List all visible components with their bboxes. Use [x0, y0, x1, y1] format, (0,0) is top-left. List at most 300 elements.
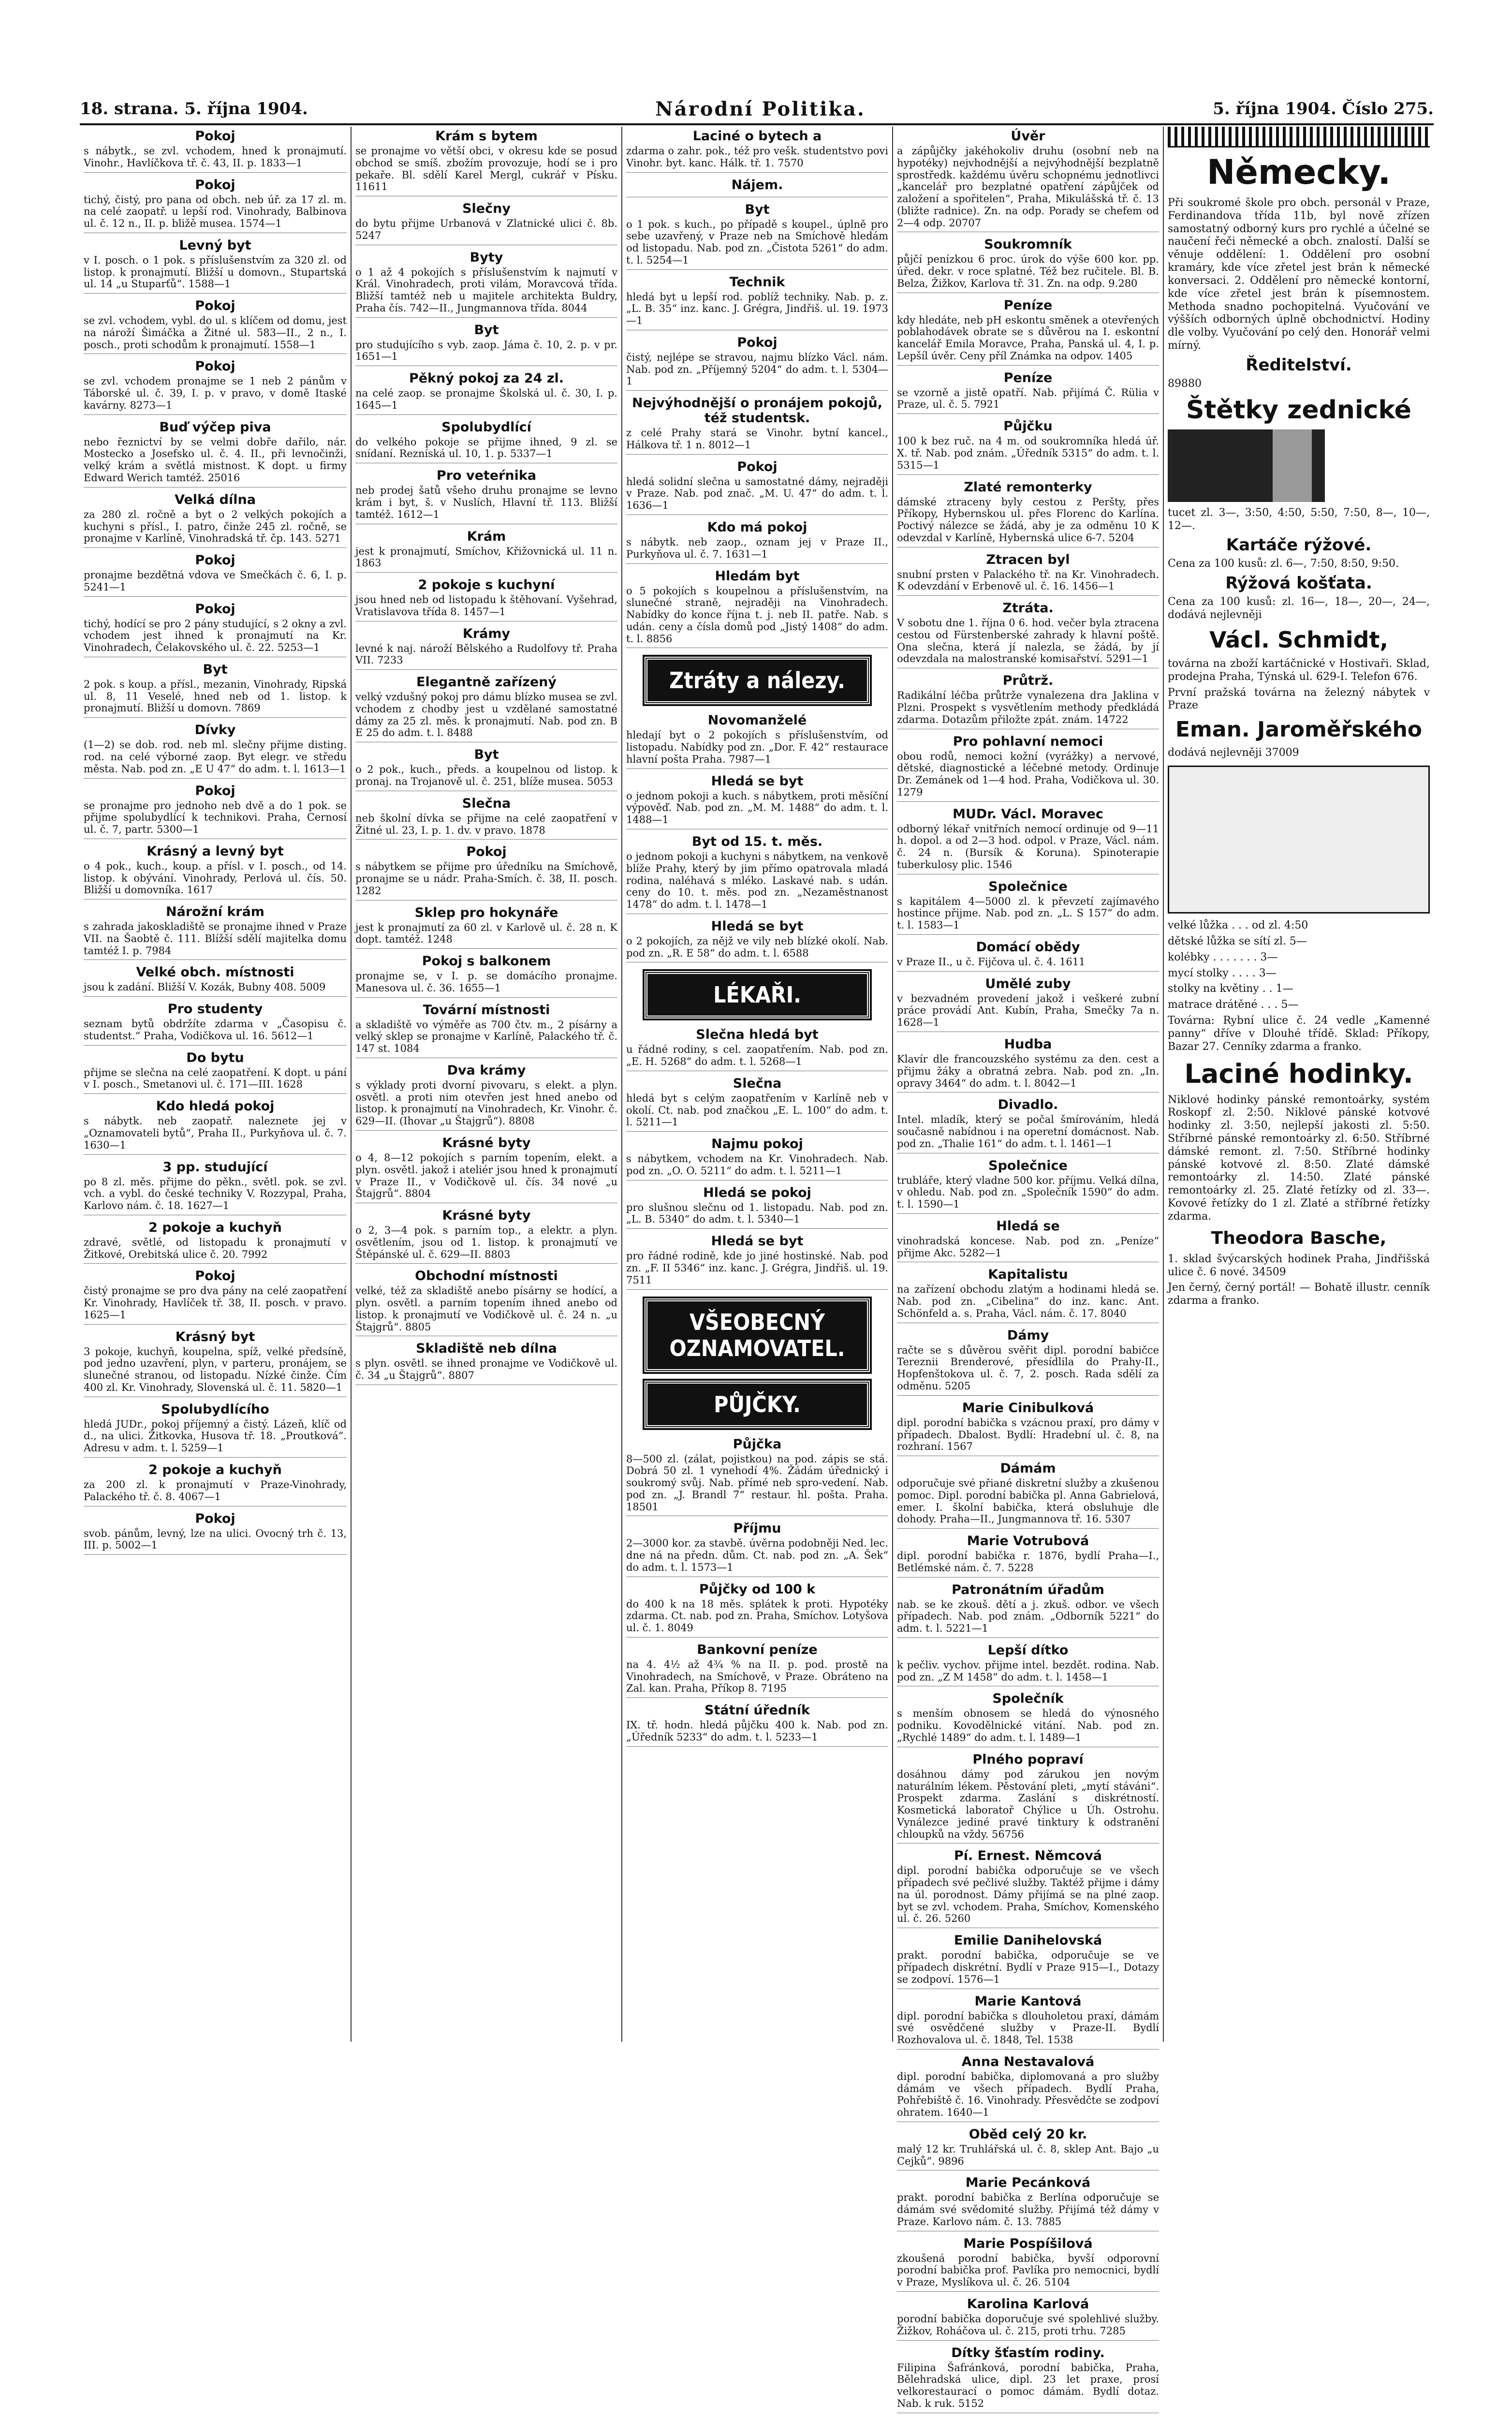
classified-ad	[897, 1267, 1159, 1323]
ad-text: hledá byt s celým zaopatřením v Karlíně neb v okolí. Ct. nab. pod značkou „E. L. 100“ do adm. t. l. 5211—1	[626, 1092, 888, 1128]
ad-title: Ztracen byl	[897, 552, 1159, 567]
ad-title: Kapitalistu	[897, 1267, 1159, 1282]
ad-text: Intel. mladík, který se počal šmírováním, hledá současně nabídnou i na operetní domácnost. Nab. pod zn. „Thalie 161“ do adm. t. l. 1461—1	[897, 1114, 1159, 1150]
ad-title: Hledá se byt	[626, 1234, 888, 1249]
ad-title: Kdo hledá pokoj	[84, 1099, 347, 1114]
ad-text: se zvl. vchodem, vybl. do ul. s klíčem od domu, jest na nároží Šimáčka a Žitné ul. 583—II., 2 n., I. posch., proti schodům k pronajmutí. 1558—1	[84, 315, 347, 351]
classified-ad	[626, 202, 888, 270]
classified-ad	[355, 420, 617, 464]
ad-title: Úvěr	[897, 129, 1159, 144]
brush-icon	[1168, 429, 1430, 502]
classified-ad	[355, 747, 617, 791]
header-right: 5. října 1904. Číslo 275.	[1213, 99, 1434, 118]
classified-ad	[355, 468, 617, 524]
classified-ad	[897, 1097, 1159, 1153]
ad-title: Divadlo.	[897, 1097, 1159, 1112]
ad-text: s nábytkem, vchodem na Kr. Vinohradech. Nab. pod zn. „O. O. 5211“ do adm. t. l. 5211—1	[626, 1153, 888, 1177]
ad-text: 3 pokoje, kuchyň, koupelna, spíž, velké předsíně, pod jedno uzavření, plyn, v parteru, pronájem, se slunečné stranou, od listopadu. Nízké činže. Čím 400 zl. Kr. Vinohrady, Slovenská ul. č. 11. 5820—1	[84, 1346, 347, 1394]
ad-text: s zahrada jakoskladiště se pronajme ihned v Praze VII. na Šaobtě č. 111. Blížší sdělí majitelka domu tamtéž I. p. 7984	[84, 921, 347, 957]
ad-text: svob. pánům, levný, lze na ulici. Ovocný trh č. 13, III. p. 5002—1	[84, 1528, 347, 1552]
classified-ad	[84, 1329, 347, 1397]
section-banner-pujcky: PŮJČKY.	[645, 1381, 870, 1428]
ad-title: Pokoj	[355, 844, 617, 859]
classified-ad	[897, 2054, 1159, 2122]
ad-text: porodní babička doporučuje své spolehlivé služby. Žižkov, Roháčova ul. č. 215, proti trhu. 7285	[897, 2313, 1159, 2337]
kostata-ad-title: Rýžová košťata.	[1168, 574, 1430, 593]
ad-text: nab. se ke zkouš. dětí a j. zkuš. odbor. ve všech případech. Nab. pod znám. „Odborník 5221“ do adm. t. l. 5221—1	[897, 1599, 1159, 1635]
ad-text: přijme se slečna na celé zaopatření. K dopt. u pání v I. posch., Smetanovi ul. č. 171—III. 1628	[84, 1067, 347, 1091]
classified-ad	[897, 1752, 1159, 1844]
ad-text: s nábytk. neb zaop., oznam jej v Praze II., Purkyňova ul. č. 7. 1631—1	[626, 536, 888, 560]
ad-title: Pokoj s balkonem	[355, 954, 617, 969]
classified-ad	[897, 129, 1159, 232]
classified-ad	[84, 1050, 347, 1094]
price-line: mycí stolky . . . . 3—	[1168, 967, 1430, 980]
section-banner-ztraty: Ztráty a nálezy.	[645, 657, 870, 704]
ad-title: Zlaté remonterky	[897, 480, 1159, 495]
schmidt-ad	[1168, 627, 1430, 684]
ad-text: se pronajme pro jednoho neb dvě a do 1 pok. se přijme spolubydlící k technikovi. Praha, Cernosí ul. č. 7, partr. 5300—1	[84, 800, 347, 836]
ad-text: levné k naj. nároží Bělského a Rudolfovy tř. Praha VII. 7233	[355, 643, 617, 667]
ad-title: Slečny	[355, 201, 617, 216]
ad-title: Velká dílna	[84, 492, 347, 507]
classified-ad	[355, 1268, 617, 1336]
ad-text: jsou hned neb od listopadu k štěhovaní. Vyšehrad, Vratislavova třída 8. 1457—1	[355, 594, 617, 618]
ad-title: Hledá se byt	[626, 774, 888, 789]
ad-title: Půjčku	[897, 419, 1159, 434]
ad-title: Pokoj	[626, 459, 888, 474]
ad-text: 2—3000 kor. za stavbě. úvěrna podobněji Ned. lec. dne ná na předn. dům. Ct. nab. pod zn. „A. Šek“ do adm. t. l. 1573—1	[626, 1537, 888, 1573]
ad-title: Byt	[626, 202, 888, 217]
classified-ad	[84, 602, 347, 657]
ad-text: na zařízení obchodu zlatým a hodinami hledá se. Nab. pod zn. „Cibelina“ do inz. kanc. Ant. Schönfeld a. s. Praha, Václ. nám. č. 17. 8040	[897, 1283, 1159, 1319]
ad-text: o jednom pokoji a kuch. s nábytkem, proti měsíční výpověď. Nab. pod zn. „M. M. 1488“ do adm. t. l. 1488—1	[626, 790, 888, 826]
ad-text: velké, též za skladiště anebo písárny se hodící, a plyn. osvětl. a parním topením ihned anebo od listop. k pronajmutí ve Vodičkově ul. č. 24 n. „u Štajgrů“. 8805	[355, 1285, 617, 1333]
nemecky-sign: Ředitelství.	[1168, 355, 1430, 375]
classified-ad	[626, 1185, 888, 1229]
classified-ad	[897, 480, 1159, 547]
ad-title: 3 pp. studující	[84, 1160, 347, 1175]
ad-title: Slečna	[355, 796, 617, 811]
ad-title: Dívky	[84, 722, 347, 737]
ad-text: do bytu přijme Urbanová v Zlatnické ulici č. 8b. 5247	[355, 218, 617, 242]
ad-text: čistý pronajme se pro dva pány na celé zaopatření Kr. Vinohrady, Havlíček tř. 38, II. posch. v pravo. 1625—1	[84, 1285, 347, 1321]
ad-title: Státní úředník	[626, 1703, 888, 1718]
ad-title: Pokoj	[84, 359, 347, 374]
hodinky-title: Laciné hodinky.	[1168, 1059, 1430, 1089]
ad-text: s plyn. osvětl. se ihned pronajme ve Vodičkově ul. č. 34 „u Štajgrů“. 8807	[355, 1357, 617, 1382]
ad-title: 2 pokoje a kuchyň	[84, 1462, 347, 1477]
ad-title: Slečna hledá byt	[626, 1027, 888, 1042]
classified-ad	[84, 1462, 347, 1506]
classified-ad	[897, 807, 1159, 874]
classified-ad	[626, 1076, 888, 1132]
ad-title: Příjmu	[626, 1521, 888, 1536]
ad-text: jest k pronajmutí, Smíchov, Křižovnická ul. 11 n. 1863	[355, 546, 617, 570]
ad-title: Hudba	[897, 1037, 1159, 1052]
classified-ad	[84, 783, 347, 839]
classified-ad	[626, 177, 888, 197]
ad-text: vinohradská koncese. Nab. pod zn. „Peníze“ přijme Akc. 5282—1	[897, 1235, 1159, 1259]
price-line: stolky na květiny . . 1—	[1168, 983, 1430, 996]
ad-title: Velké obch. místnosti	[84, 965, 347, 980]
stetky-title: Štětky zednické	[1168, 396, 1430, 425]
ad-title: Spolubydlícího	[84, 1402, 347, 1417]
ad-text: dámské ztraceny byly cestou z Peršty, přes Příkopy, Hybernskou ul. přes Florenc do Karlína. Poctivý nálezce se žádá, aby je za odměnu 10 K odevzdal v Karlíně, Hybernská ulice 6-7. 5204	[897, 496, 1159, 544]
classified-ad	[84, 238, 347, 294]
classified-ad	[355, 577, 617, 621]
ad-title: Elegantně zařízený	[355, 675, 617, 690]
classified-ad	[897, 298, 1159, 366]
ad-title: Lepší dítko	[897, 1643, 1159, 1658]
ad-title: Kdo má pokoj	[626, 520, 888, 535]
nemecky-ad	[1168, 152, 1430, 391]
ad-text: dipl. porodní babička odporučuje se ve všech případech své pečlivé služby. Taktéž přijme i dámy na úl. porodnost. Dámy přijímá se na plné zaop. byt se zvl. vchodem. Praha, Smíchov, Komenského ul. č. 26. 5260	[897, 1865, 1159, 1925]
classified-ad	[355, 250, 617, 318]
ad-text: z celé Prahy stará se Vinohr. bytní kancel., Hálkova tř. 1 n. 8012—1	[626, 427, 888, 451]
ad-text: hledá byt u lepší rod. poblíž techniky. Nab. p. z. „L. B. 35“ inz. kanc. J. Grégra, Jindřiš. ul. 19. 1973—1	[626, 291, 888, 327]
ad-title: Najmu pokoj	[626, 1136, 888, 1151]
schmidt-name: Václ. Schmidt,	[1168, 627, 1430, 653]
classified-ad	[84, 359, 347, 414]
nabytek-factory: Továrna: Rybní ulice č. 24 vedle „Kamenné panny“ dříve v Dlouhé třídě. Sklad: Příkopy, Bazar 27. Cenníky zdarma a franko.	[1168, 1015, 1430, 1053]
ad-title: Hledá se	[897, 1219, 1159, 1234]
ad-title: Pro studenty	[84, 1002, 347, 1017]
ad-title: Novomanželé	[626, 713, 888, 728]
header-left: 18. strana. 5. října 1904.	[80, 99, 308, 118]
ad-text: obou rodů, nemoci kožní (vyrážky) a nervové, dětské, diagnostické a léčebné metody. Ordinuje Dr. Zemánek od 1—4 hod. Praha, Vodičkova ul. 30. 1279	[897, 751, 1159, 798]
ad-text: trubláře, který vladne 500 kor. příjmu. Velká dílna, v ohledu. Nab. pod zn. „Společník 1590“ do adm. t. l. 1590—1	[897, 1175, 1159, 1210]
classified-ad	[84, 1002, 347, 1046]
classified-ad	[626, 520, 888, 564]
ad-text: 8—500 zl. (zálat, pojistkou) na pod. zápis se stá. Dobrá 50 zl. 1 vynehodí 4%. Žádám úřednický i soukromý svůj. Nab. přímé neb spro-vedení. Nab. pod zn. „J. Brandl 7“ restaur. hl. pošta. Praha. 18501	[626, 1453, 888, 1513]
classified-ad	[355, 1135, 617, 1203]
ad-text: neb školní dívka se přijme na celé zaopatření v Žitné ul. 23, I. p. 1. dv. v pravo. 1878	[355, 812, 617, 837]
ad-title: Skladiště neb dílna	[355, 1341, 617, 1356]
ad-title: Buď výčep piva	[84, 420, 347, 435]
classified-ad	[355, 1341, 617, 1385]
nabytek-text: dodává nejlevněji 37009	[1168, 747, 1430, 760]
classified-ad	[897, 1691, 1159, 1747]
ad-text: v bezvadném provedení jakož i veškeré zubní práce provádí Ant. Kubín, Praha, Smečky 7a n. 1628—1	[897, 993, 1159, 1029]
ad-title: Byt	[84, 662, 347, 677]
ad-title: Technik	[626, 275, 888, 290]
price-line: velké lůžka . . . od zl. 4:50	[1168, 919, 1430, 932]
classified-ad	[355, 626, 617, 670]
ad-title: Hledá se byt	[626, 919, 888, 934]
ad-title: Levný byt	[84, 238, 347, 253]
ad-title: Krám s bytem	[355, 129, 617, 144]
ad-title: Soukromník	[897, 237, 1159, 252]
classified-ad	[355, 201, 617, 245]
section-banner-lekari: LÉKAŘI.	[645, 971, 870, 1018]
ad-title: Byt	[355, 747, 617, 762]
ad-title: Laciné o bytech a	[626, 129, 888, 144]
kostata-ad-text: Cena za 100 kusů: zl. 16—, 18—, 20—, 24—, dodává nejlevněji	[1168, 596, 1430, 622]
classified-ad	[897, 1401, 1159, 1456]
classified-ad	[897, 2236, 1159, 2292]
classified-ad	[897, 370, 1159, 414]
ad-title: Hledá se pokoj	[626, 1185, 888, 1200]
classified-ad	[84, 1099, 347, 1154]
classified-ad	[84, 129, 347, 173]
ad-title: Pokoj	[84, 783, 347, 798]
ad-title: Hledám byt	[626, 569, 888, 584]
masthead-title: Národní Politika.	[655, 98, 866, 120]
ad-title: Krásný a levný byt	[84, 844, 347, 859]
classified-ad	[84, 662, 347, 718]
schmidt-text: továrna na zboží kartáčnické v Hostivaři. Sklad, prodejna Praha, Týnská ul. 629-I. Telefon 676.	[1168, 658, 1430, 684]
ad-title: Peníze	[897, 298, 1159, 313]
nabytek-ad	[1168, 687, 1430, 1054]
price-line: matrace drátěné . . . 5—	[1168, 999, 1430, 1012]
ad-title: Pokoj	[84, 129, 347, 144]
ad-text: pro řádné rodině, kde jo jiné hostinské. Nab. pod zn. „F. II 5346“ inz. kanc. J. Grégra, Jindřiš. ul. 19. 7511	[626, 1250, 888, 1286]
nemecky-code: 89880	[1168, 378, 1430, 391]
classified-ad	[897, 1643, 1159, 1687]
ad-title: Půjčka	[626, 1437, 888, 1452]
ad-title: Spolubydlící	[355, 420, 617, 435]
ad-title: Dítky šťastím rodiny.	[897, 2345, 1159, 2360]
classified-ad	[626, 1437, 888, 1517]
ad-text: pronajme bezdětná vdova ve Smečkách č. 6, I. p. 5241—1	[84, 569, 347, 593]
classified-ad	[355, 1003, 617, 1058]
column-2	[351, 127, 621, 2042]
ad-text: se vzorně a jistě opatří. Nab. přijímá Č. Rülia v Praze, ul. č. 5. 7921	[897, 387, 1159, 411]
ad-title: Byty	[355, 250, 617, 265]
classified-ad	[897, 940, 1159, 972]
ad-title: Pí. Ernest. Němcová	[897, 1848, 1159, 1863]
classified-ad	[355, 796, 617, 840]
classified-ad	[897, 1461, 1159, 1529]
ad-title: Byt od 15. t. měs.	[626, 834, 888, 849]
hodinky-ad	[1168, 1059, 1430, 1308]
classified-ad	[626, 569, 888, 649]
ad-title: Pokoj	[84, 553, 347, 568]
classified-ad	[897, 419, 1159, 474]
classified-ad	[84, 420, 347, 487]
ad-title: Anna Nestavalová	[897, 2054, 1159, 2069]
kartace-ad-text: Cena za 100 kusů: zl. 6—, 7:50, 8:50, 9:50.	[1168, 558, 1430, 571]
page-header	[80, 94, 1434, 125]
ad-title: Byt	[355, 323, 617, 338]
classified-ad	[626, 713, 888, 768]
classified-ad	[897, 2345, 1159, 2413]
ad-text: tichý, čistý, pro pana od obch. neb úř. za 17 zl. m. na celé zaopatř. u lepší rod. Vinohrady, Balbinova ul. č. 12 n., II. p. bližě musea. 1574—1	[84, 194, 347, 230]
ad-title: Marie Kantová	[897, 1994, 1159, 2009]
classified-ad	[84, 965, 347, 997]
ad-text: za 200 zl. k pronajmutí v Praze-Vinohrady, Palackého tř. č. 8. 4067—1	[84, 1479, 347, 1503]
classified-ad	[897, 1848, 1159, 1928]
classified-ad	[626, 459, 888, 515]
hodinky-text: Niklové hodinky pánské remontoárky, systém Roskopf zl. 2:50. Niklové pánské kotvové hodinky zl. 3:50, nejlepší jakosti zl. 5:50. Stříbrné pánské remontoárky zl. 6:50. Stříbrné dámské remont. zl. 7:50. Stříbrné hodinky pánské kotvové zl. 8:50. Zlaté dámské remontoárky zl. 14:50. Zlaté pánské remontoárky zl. 25. Zlaté řetízky od zl. 33—. Kovové řetízky do 1 zl. Zlaté a stříbrné řetízky zdarma.	[1168, 1094, 1430, 1224]
classified-ad	[897, 673, 1159, 729]
column-4	[892, 127, 1163, 2042]
classified-ad	[84, 1268, 347, 1324]
classified-ad	[355, 1208, 617, 1264]
classified-ad	[897, 879, 1159, 935]
ad-text: račte se s důvěrou svěřit dipl. porodní babičce Tereznii Brenderové, přesídlila do Prahy-II., Hopfenštokova ul. č. 7, 2. posch. Rada sdělí za odměnu. 5205	[897, 1344, 1159, 1392]
classified-ad	[355, 844, 617, 900]
ad-text: jsou k zadání. Bližší V. Kozák, Bubny 408. 5009	[84, 981, 347, 993]
ad-text: hledají byt o 2 pokojích s příslušenstvím, od listopadu. Nabídky pod zn. „Dor. F. 42“ restaurace hlavní pošta Praha. 7987—1	[626, 729, 888, 765]
ad-title: Marie Pospíšilová	[897, 2236, 1159, 2251]
ad-title: Nárožní krám	[84, 904, 347, 919]
ad-title: Pokoj	[84, 1511, 347, 1526]
classified-ad	[626, 1234, 888, 1289]
ad-text: s kapitálem 4—5000 zl. k převzetí zajímavého hostince přijme. Nab. pod zn. „L. S 157“ do adm. t. l. 1583—1	[897, 896, 1159, 931]
ad-text: 2 pok. s koup. a přísl., mezanin, Vinohrady, Ripská ul. 8, 11 Veselé, hned neb od 1. listop. k pronajmutí. Bližší u domovn. 7869	[84, 678, 347, 714]
classified-ad	[626, 129, 888, 173]
ad-text: půjčí penízkou 6 proc. úrok do výše 600 kor. pp. úřed. dekr. v roce splatné. Též bez ručitele. Bl. B. Belza, Žižkov, Karlova tř. 31. Zn. na odp. 9.280	[897, 253, 1159, 289]
classified-ad	[897, 976, 1159, 1032]
ad-text: čistý, nejlépe se stravou, najmu blízko Václ. nám. Nab. pod zn. „Příjemný 5204“ do adm. t. l. 5304—1	[626, 352, 888, 387]
ad-text: Filipina Šafránková, porodní babička, Praha, Bělehradská ulice, dipl. 23 let praxe, prosí velkorestaurací o pomoc dámám. Bydlí dotaz. Nab. k ruk. 5152	[897, 2362, 1159, 2410]
classified-ad	[84, 298, 347, 354]
ad-title: Společník	[897, 1691, 1159, 1706]
classified-ad	[355, 371, 617, 415]
ad-title: Průtrž.	[897, 673, 1159, 688]
ad-text: Klavír dle francouzského systému za den. cest a přijmu žáky a obratná zebra. Nab. pod zn. „In. opravy 3464“ do adm. t. l. 8042—1	[897, 1053, 1159, 1089]
classified-ad	[626, 1136, 888, 1180]
column-5	[1163, 127, 1434, 2042]
ad-title: Pokoj	[84, 1268, 347, 1283]
nemecky-text: Při soukromé škole pro obch. personál v Praze, Ferdinandova třída 11b, byl nově zřízen samostatný odborný kurs pro rychlé a účelné se naučení řeči německé a obch. znalostí. Další se věnuje oddělení: 1. Oddělení pro osobní kramáry, kde více zřetel jest brán k německé konversaci. 2. Oddělení pro německé kontorní, kde více zřetel jest brán k písemnostem. Methoda snadno pochopitelná. Vyučování ve výšších odborných úplně obchodnictví. Hodiny dle volby. Vyučování po celý den. Honorář velmi mírný.	[1168, 197, 1430, 353]
ad-title: Pro pohlavní nemoci	[897, 734, 1159, 749]
classified-ad	[355, 905, 617, 949]
ad-text: po 8 zl. měs. přijme do pěkn., světl. pok. se zvl. vch. a vybl. do české techniky V. Rozzypal, Praha, Karlovo nám. č. 18. 1627—1	[84, 1176, 347, 1212]
ad-text: v Praze II., u č. Fijčova ul. č. 4. 1611	[897, 956, 1159, 968]
ad-title: Marie Pecánková	[897, 2175, 1159, 2190]
ad-title: Krásné byty	[355, 1135, 617, 1150]
ad-text: s nábytkem se přijme pro úředníku na Smíchově, pronajme se u nádr. Praha-Smích. č. 38, II. posch. 1282	[355, 861, 617, 897]
ad-title: Sklep pro hokynáře	[355, 905, 617, 920]
hodinky-seller: Theodora Basche,	[1168, 1228, 1430, 1248]
ad-text: tichý, hodící se pro 2 pány studující, s 2 okny a zvl. vchodem jest ihned k pronajmutí na Kr. Vinohradech, Čelakovského ul. č. 22. 5253—1	[84, 618, 347, 654]
ad-title: Ztráta.	[897, 601, 1159, 616]
ad-title: Patronátním úřadům	[897, 1582, 1159, 1597]
ad-title: 2 pokoje a kuchyň	[84, 1220, 347, 1235]
ad-text: o 4 pok., kuch., koup. a přísl. v I. posch., od 14. listop. k obývání. Vinohrady, Perlová ul. čís. 50. Bližší u domovníka. 1617	[84, 860, 347, 896]
ad-text: v I. posch. o 1 pok. s příslušenstvím za 320 zl. od listop. k pronajmutí. Bližší u domovn., Stupartská ul. 14 „u Stuparťů“. 1588—1	[84, 254, 347, 290]
ad-text: dosáhnou dámy pod zárukou jen novým naturálním lékem. Pěstování pleti, „mytí stáváni“. Prospekt zdarma. Zaslání s diskrétností. Kosmetická laboratoř Chýlice u Úh. Ostrohu. Vynálezce jediné pravé tinktury k odstranění chloupků na vždy. 56756	[897, 1769, 1159, 1841]
classified-ad	[84, 904, 347, 960]
ad-text: zdarma o zahr. pok., též pro vešk. studentstvo povi Vinohr. byt. kanc. Hálk. tř. 1. 7570	[626, 145, 888, 169]
nabytek-name: Eman. Jaroměřského	[1168, 717, 1430, 742]
ad-text: dipl. porodní babička, diplomovaná a pro služby dámám ve všech případech. Bydlí Praha, Pohřebiště č. 16. Vinohrady. Přesvědčte se zodpoví ohratem. 1640—1	[897, 2071, 1159, 2119]
ad-title: Společnice	[897, 1158, 1159, 1173]
ad-text: hledá JUDr., pokoj příjemný a čistý. Lázeň, klíč od d., na ulici. Žitkovka, Husova tř. 18. „Proutková“. Adresu v adm. t. l. 5259—1	[84, 1418, 347, 1454]
ad-text: na 4. 4½ až 4¾ % na II. p. pod. prostě na Vinohradech, na Smíchově, v Praze. Obráteno na Zal. kan. Praha, Příkop 8. 7195	[626, 1659, 888, 1695]
hodinky-shop: 1. sklad švýcarských hodinek Praha, Jindřišská ulice č. 6 nové. 34509	[1168, 1253, 1430, 1279]
kartace-ad-title: Kartáče rýžové.	[1168, 535, 1430, 555]
ad-text: dipl. porodní babička s dlouholetou praxí, dámám své osvědčené služby v Praze-II. Bydlí Rozhovalova ul. č. 1848, Tel. 1538	[897, 2010, 1159, 2046]
classified-ad	[897, 1219, 1159, 1263]
classified-ad	[897, 1533, 1159, 1578]
ad-text: V sobotu dne 1. října 0 6. hod. večer byla ztracena cestou od Fürstenberské zahrady k hlavní poště. Ona slečna, která jí nalezla, se žádá, by jí odevzdala na malostranské komisařství. 5291—1	[897, 617, 1159, 665]
classified-ad	[897, 1582, 1159, 1638]
ad-text: dipl. porodní babička r. 1876, bydlí Praha—I., Betlémské nám. č. 7. 5228	[897, 1550, 1159, 1574]
ad-text: malý 12 kr. Truhlářská ul. č. 8, sklep Ant. Bajo „u Cejků“. 9896	[897, 2143, 1159, 2167]
classified-ad	[84, 844, 347, 899]
page-columns	[80, 127, 1434, 2042]
classified-ad	[355, 323, 617, 367]
ad-text: o 1 až 4 pokojích s příslušenstvím k najmutí v Král. Vinohradech, proti vilám, Moravcová třída. Bližší tamtéž neb u majitele architekta Buldry, Praha čís. 742—II., Jungmannova třída. 8044	[355, 266, 617, 314]
classified-ad	[897, 237, 1159, 293]
ad-title: Dva krámy	[355, 1063, 617, 1078]
ad-text: nebo řeznictví by se velmi dobře dařilo, nár. Mostecko a Josefsko ul. č. 4. II., při levnočinži, velký krám a světlá mistnost. K dopt. u firmy Edward Werich tamtéž. 25016	[84, 436, 347, 484]
ad-title: MUDr. Václ. Moravec	[897, 807, 1159, 822]
classified-ad	[355, 675, 617, 742]
ad-text: (1—2) se dob. rod. neb ml. slečny přijme disting. rod. na celé výborné zaop. Byt elegr. ve středu města. Nab. pod zn. „E U 47“ do adm. t. l. 1613—1	[84, 739, 347, 775]
ad-text: prakt. porodní babička, odporučuje se ve případech diskrétní. Bydlí v Praze 915—I., Dotazy se zodpoví. 1576—1	[897, 1949, 1159, 1985]
ad-title: Krásné byty	[355, 1208, 617, 1223]
price-line: dětské lůžka se sítí zl. 5—	[1168, 935, 1430, 948]
classified-ad	[897, 601, 1159, 668]
ad-text: neb prodej šatů všeho druhu pronajme se levno krám i byt, š. v Nuslích, Hlavní tř. 113. Bližší tamtéž. 1612—1	[355, 485, 617, 520]
ad-text: pro studujícího s vyb. zaop. Jáma č. 10, 2. p. v pr. 1651—1	[355, 339, 617, 363]
classified-ad	[84, 177, 347, 233]
ad-title: Nejvýhodnější o pronájem pokojů, též studentsk.	[626, 396, 888, 426]
ad-title: Pokoj	[84, 177, 347, 192]
ad-text: o jednom pokoji a kuchyni s nábytkem, na venkově blíže Prahy, který by jim přímo opatrovala mladá rodina, naléhavá s mléko. Laskavé nab. s udán. ceny do 10. t. měs. pod zn. „Nezaměstnanost 1478“ do adm. t. l. 1478—1	[626, 851, 888, 911]
ad-text: pro slušnou slečnu od 1. listopadu. Nab. pod zn. „L. B. 5340“ do adm. t. l. 5340—1	[626, 1202, 888, 1226]
ad-title: Emilie Danihelovská	[897, 1933, 1159, 1948]
classified-ad	[84, 553, 347, 597]
classified-ad	[626, 1703, 888, 1747]
classified-ad	[355, 1063, 617, 1131]
ad-text: zdravé, světlé, od listopadu k pronajmutí v Žitkové, Orebitská ulice č. 20. 7992	[84, 1237, 347, 1261]
ad-title: Slečna	[626, 1076, 888, 1091]
classified-ad	[84, 1160, 347, 1215]
ad-text: dipl. porodní babička s vzácnou praxí, pro dámy v případech. Dbalost. Bydlí: Hradební ul. č. 8, na rozhraní. 1567	[897, 1417, 1159, 1453]
ad-text: do velkého pokoje se přijme ihned, 9 zl. se snídaní. Rezníská ul. 10, 1. p. 5337—1	[355, 436, 617, 460]
stetky-ad	[1168, 396, 1430, 533]
classified-ad	[84, 722, 347, 778]
classified-ad	[897, 1933, 1159, 1989]
column-3	[621, 127, 892, 2042]
classified-ad	[84, 1511, 347, 1555]
classified-ad	[897, 2175, 1159, 2231]
ad-title: Nájem.	[626, 177, 888, 192]
classified-ad	[897, 1158, 1159, 1214]
column-1	[80, 127, 351, 2042]
ad-text: odporučuje své přiané diskretní služby a zkušenou pomoc. Dipl. porodní babička pl. Anna Gabrielová, emer. I. školní babička, která obsluhuje dle dohody. Praha—II., Jungmannova tř. 16. 5307	[897, 1477, 1159, 1525]
ad-text: o 1 pok. s kuch., po případě s koupel., úplně pro sebe uzavřený, v Praze neb na Smíchově hledám od listopadu. Nab. pod zn. „Čistota 5261“ do adm. t. l. 5254—1	[626, 219, 888, 266]
ad-title: Pro veteŕnika	[355, 468, 617, 483]
classified-ad	[626, 1582, 888, 1637]
classified-ad	[355, 529, 617, 573]
ad-text: jest k pronajmutí za 60 zl. v Karlově ul. č. 28 n. K dopt. tamtéž. 1248	[355, 922, 617, 946]
ad-title: Dámám	[897, 1461, 1159, 1476]
ad-title: Oběd celý 20 kr.	[897, 2127, 1159, 2142]
classified-ad	[355, 129, 617, 196]
ad-text: se zvl. vchodem pronajme se 1 neb 2 pánům v Táborské ul. č. 39, I. p. v pravo, v domě Itaské kavárny. 8273—1	[84, 375, 347, 411]
classified-ad	[626, 834, 888, 914]
ad-title: Bankovní peníze	[626, 1642, 888, 1657]
ad-text: se pronajme vo větší obci, v okresu kde se posud obchod se smíš. zbožím provozuje, hodí se i pro pekaře. Bl. sdělí Karel Mergl, cukrář v Písku. 11611	[355, 145, 617, 193]
stetky-prices: tucet zl. 3—, 3:50, 4:50, 5:50, 7:50, 8—, 10—, 12—.	[1168, 507, 1430, 533]
price-line: kolébky . . . . . . . 3—	[1168, 951, 1430, 964]
ad-text: o 5 pokojích s koupelnou a příslušenstvím, na slunečné straně, nejraději na Vinohradech. Nabídky do konce října t. j. neb II. patře. Nab. s udán. ceny a čísla domů pod „Jistý 1408“ do adm. t. l. 8856	[626, 585, 888, 645]
hodinky-note: Jen černý, černý portál! — Bohatě illustr. cenník zdarma a franko.	[1168, 1282, 1430, 1308]
ad-text: o 2 pok., kuch., předs. a koupelnou od listop. k pronaj. na Trojanově ul. č. 251, blíže musea. 5053	[355, 764, 617, 788]
ad-title: Krámy	[355, 626, 617, 641]
ad-title: Krásný byt	[84, 1329, 347, 1344]
ad-title: Umělé zuby	[897, 976, 1159, 991]
ad-title: Obchodní místnosti	[355, 1268, 617, 1283]
ad-text: o 4, 8—12 pokojích s parním topením, elekt. a plyn. osvětl. jakož i ateliér jsou hned k pronajmutí v Praze II., v Vodičkově ul. čís. 34 nové „u Štajgrů“. 8804	[355, 1152, 617, 1200]
